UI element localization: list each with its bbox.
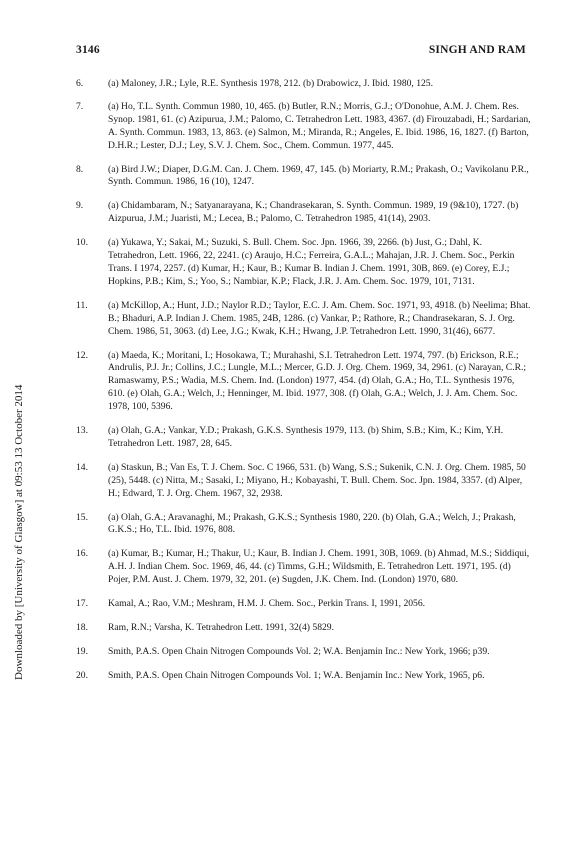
- reference-text: (a) Maloney, J.R.; Lyle, R.E. Synthesis 1978, 212. (b) Drabowicz, J. Ibid. 1980, 125.: [108, 78, 433, 89]
- reference-number: 15.: [76, 511, 88, 523]
- reference-item: [76, 237, 532, 289]
- reference-text: Ram, R.N.; Varsha, K. Tetrahedron Lett. 1991, 32(4) 5829.: [108, 622, 334, 633]
- reference-item: [76, 548, 532, 587]
- reference-item: [76, 300, 532, 339]
- reference-text: Kamal, A.; Rao, V.M.; Meshram, H.M. J. Chem. Soc., Perkin Trans. I, 1991, 2056.: [108, 598, 426, 610]
- reference-number: 12.: [76, 349, 88, 361]
- reference-text: (a) Chidambaram, N.; Satyanarayana, K.; Chandrasekaran, S. Synth. Commun. 1989, 19 (9&10), 1727. (b) Aizpurua, J.M.; Juaristi, M.; Lecea, B.; Palomo, C. Tetrahedron 1985, 41(14), 2903.: [108, 200, 519, 225]
- reference-number: 11.: [76, 299, 88, 311]
- download-watermark: Downloaded by [University of Glasgow] at 09:53 13 October 2014: [13, 384, 25, 680]
- reference-item: [76, 622, 532, 635]
- page-header: [76, 44, 526, 60]
- reference-number: 14.: [76, 461, 88, 473]
- reference-number: 16.: [76, 548, 88, 560]
- reference-number: 18.: [76, 622, 88, 633]
- reference-list: [76, 78, 532, 683]
- reference-number: 7.: [76, 100, 84, 112]
- reference-text: (a) Olah, G.A.; Aravanaghi, M.; Prakash, G.K.S.; Synthesis 1980, 220. (b) Olah, G.A.; Welch, J.; Prakash, G.K.S.; Ho, T.L. Ibid. 1976, 808.: [108, 511, 516, 536]
- page-number: 3146: [76, 44, 100, 56]
- reference-item: [76, 350, 532, 415]
- reference-number: 13.: [76, 425, 88, 437]
- reference-item: [76, 512, 532, 538]
- reference-text: (a) McKillop, A.; Hunt, J.D.; Naylor R.D.; Taylor, E.C. J. Am. Chem. Soc. 1971, 93, 4918. (b) Neelima; Bhat. B.; Bhaduri, A.P. Indian J. Chem. 1985, 24B, 1286. (c) Vankar, P.; Rathore, R.; Chandrasekaran, S. J. Org. Chem. 1986, 51, 3063. (d) Lee, J.G.; Kwak, K.H.; Hwang, J.P. Tetrahedron Lett. 1990, 31(46), 6677.: [108, 299, 531, 337]
- reference-number: 10.: [76, 237, 88, 249]
- reference-item: [76, 646, 532, 659]
- reference-number: 19.: [76, 645, 88, 657]
- reference-text: (a) Kumar, B.; Kumar, H.; Thakur, U.; Kaur, B. Indian J. Chem. 1991, 30B, 1069. (b) Ahmad, M.S.; Siddiqui, A.H. J. Indian Chem. Soc. 1969, 46, 44. (c) Timms, G.H.; Wildsmith, E. Tetrahedron Lett. 1971, 195. (d) Pojer, P.M. Aust. J. Chem. 1979, 32, 201. (e) Sugden, J.K. Chem. Ind. (London) 1970, 680.: [108, 548, 530, 586]
- reference-item: [76, 670, 532, 683]
- reference-number: 20.: [76, 669, 88, 681]
- reference-text: (a) Olah, G.A.; Vankar, Y.D.; Prakash, G.K.S. Synthesis 1979, 113. (b) Shim, S.B.; Kim, K.; Kim, Y.H. Tetrahedron Lett. 1987, 28, 645.: [108, 425, 504, 449]
- reference-number: 6.: [76, 78, 84, 89]
- reference-item: [76, 78, 532, 91]
- reference-item: [76, 425, 532, 451]
- reference-number: 8.: [76, 163, 84, 175]
- reference-text: (a) Bird J.W.; Diaper, D.G.M. Can. J. Chem. 1969, 47, 145. (b) Moriarty, R.M.; Prakash, O.; Vavikolanu P.R., Synth. Commun. 1986, 16 (10), 1247.: [108, 163, 529, 188]
- running-head: SINGH AND RAM: [428, 44, 526, 56]
- reference-text: (a) Ho, T.L. Synth. Commun 1980, 10, 465. (b) Butler, R.N.; Morris, G.J.; O'Donohue, A.M. J. Chem. Res. Synop. 1981, 61. (c) Azipurua, J.M.; Palomo, C. Tetrahedron Lett. 1983, 4367. (d) Firouzabadi, H.; Sardarian, A. Synth. Commun. 1983, 13, 863. (e) Salmon, M.; Miranda, R.; Angeles, E. Ibid. 1986, 16, 1827. (f) Barton, D.H.R.; Lester, D.J.; Ley, S.V. J. Chem. Soc., Chem. Commun. 1977, 445.: [108, 100, 531, 151]
- reference-text: Smith, P.A.S. Open Chain Nitrogen Compounds Vol. 2; W.A. Benjamin Inc.: New York, 1966; p39.: [108, 645, 490, 657]
- reference-item: [76, 200, 532, 226]
- reference-number: 9.: [76, 200, 84, 212]
- reference-text: (a) Staskun, B.; Van Es, T. J. Chem. Soc. C 1966, 531. (b) Wang, S.S.; Sukenik, C.N. J. Org. Chem. 1985, 50 (25), 5448. (c) Nitta, M.; Sasaki, I.; Miyano, H.; Kobayashi, T. Bull. Chem. Soc. Jpn. 1984, 3357. (d) Alper, H.; Edward, T. J. Org. Chem. 1967, 32, 2938.: [108, 461, 526, 499]
- reference-number: 17.: [76, 598, 88, 610]
- reference-text: (a) Yukawa, Y.; Sakai, M.; Suzuki, S. Bull. Chem. Soc. Jpn. 1966, 39, 2266. (b) Just, G.; Dahl, K. Tetrahedron, Lett. 1966, 22, 2241. (c) Araujo, H.C.; Ferreira, G.A.L.; Mahajan, J.R. J. Chem. Soc., Perkin Trans. I 1974, 2257. (d) Kumar, H.; Kaur, B.; Kumar B. Indian J. Chem. 1991, 30B, 869. (e) Corey, E.J.; Hopkins, P.B.; Kim, S.; Yoo, S.; Nambiar, K.P.; Flack, J.R. J. Am. Chem. Soc. 1979, 101, 7131.: [108, 237, 515, 287]
- reference-item: [76, 101, 532, 153]
- reference-text: (a) Maeda, K.; Moritani, I.; Hosokawa, T.; Murahashi, S.I. Tetrahedron Lett. 1974, 797. (b) Erickson, R.E.; Andrulis, P.J. Jr.; Collins, J.C.; Lungle, M.L.; Mercer, G.D. J. Org. Chem. 1969, 34, 2961. (c) Narayan, C.R.; Ramaswamy, P.S.; Wadia, M.S. Chem. Ind. (London) 1977, 454. (d) Olah, G.A.; Ho, T.L. Synthesis 1976, 610. (e) Olah, G.A.; Welch, J.; Henninger, M. Ibid. 1977, 308. (f) Olah, G.A.; Welch, J. J. Am. Chem. Soc. 1978, 100, 5396.: [108, 349, 527, 413]
- reference-text: Smith, P.A.S. Open Chain Nitrogen Compounds Vol. 1; W.A. Benjamin Inc.: New York, 1965, p6.: [108, 669, 485, 681]
- reference-item: [76, 462, 532, 501]
- reference-item: [76, 164, 532, 190]
- reference-item: [76, 598, 532, 611]
